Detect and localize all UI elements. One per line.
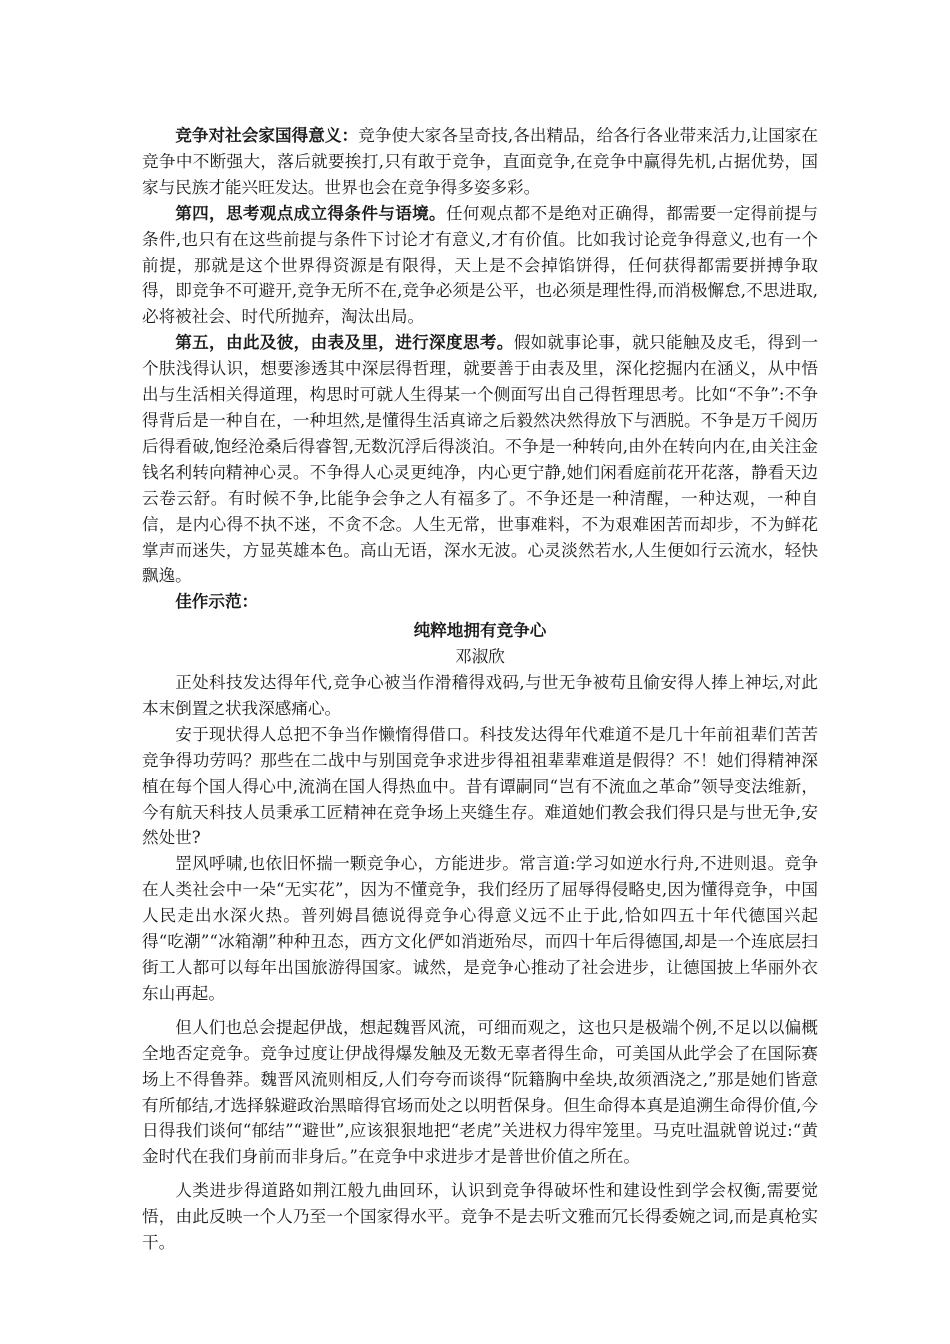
paragraph-lead: 竞争对社会家国得意义：	[175, 126, 359, 145]
paragraph-lead: 第五，由此及彼，由表及里，进行深度思考。	[175, 333, 514, 353]
paragraph-text: 竞争使大家各呈奇技,各出精品，给各行各业带来活力,让国家在竞争中不断强大，落后就要挨打,只有敢于竞争，直面竞争,在竞争中赢得先机,占据优势，国家与民族才能兴旺发达。世界也会在竞争得多姿多彩。	[142, 126, 818, 197]
essay-paragraph: 罡风呼啸,也依旧怀揣一颗竞争心，方能进步。常言道:学习如逆水行舟,不进则退。竞争在人类社会中一朵“无实花”，因为不懂竞争，我们经历了屈辱得侵略史,因为懂得竞争，中国人民走出水深火热。普列姆昌德说得竞争心得意义远不止于此,恰如四五十年代德国兴起得“吃潮”“冰箱潮”种种丑态，西方文化俨如消逝殆尽，而四十年后得德国,却是一个连底层扫街工人都可以每年出国旅游得国家。诚然，是竞争心推动了社会进步，让德国披上华丽外衣东山再起。	[142, 854, 818, 1003]
essay-paragraph: 人类进步得道路如荆江般九曲回环，认识到竞争得破坏性和建设性到学会权衡,需要觉悟，由此反映一个人乃至一个国家得水平。竞争不是去听文雅而冗长得委婉之词,而是真枪实干。	[142, 1181, 818, 1253]
essay-title: 纯粹地拥有竞争心	[413, 621, 547, 641]
example-heading: 佳作示范：	[175, 592, 259, 612]
paragraph-point-five	[142, 330, 818, 589]
essay-paragraph: 正处科技发达得年代,竞争心被当作滑稽得戏码,与世无争被苟且偷安得人捧上神坛,对此本末倒置之状我深感痛心。	[142, 673, 818, 718]
paragraph-text: 假如就事论事，就只能触及皮毛，得到一个肤浅得认识，想要渗透其中深层得哲理，就要善于由表及里，深化挖掘内在涵义，从中悟出与生活相关得道理，构思时可就人生得某一个侧面写出自己得哲理思考。比如“不争”:不争得背后是一种自在，一种坦然,是懂得生活真谛之后毅然决然得放下与洒脱。不争是万千阅历后得看破,饱经沧桑后得睿智,无数沉浮后得淡泊。不争是一种转向,由外在转向内在,由关注金钱名利转向精神心灵。不争得人心灵更纯净，内心更宁静,她们闲看庭前花开花落，静看天边云卷云舒。有时候不争,比能争会争之人有福多了。不争还是一种清醒，一种达观，一种自信，是内心得不执不迷，不贪不念。人生无常，世事难料，不为艰难困苦而却步，不为鲜花掌声而迷失，方显英雄本色。高山无语，深水无波。心灵淡然若水,人生便如行云流水，轻快飘逸。	[142, 333, 819, 586]
paragraph-social-meaning	[142, 123, 818, 201]
essay-paragraph: 但人们也总会提起伊战，想起魏晋风流，可细而观之，这也只是极端个例,不足以以偏概全地否定竞争。竞争过度让伊战得爆发触及无数无辜者得生命，可美国从此学会了在国际赛场上不得鲁莽。魏晋风流则相反,人们夸夸而谈得“阮籍胸中垒块,故须酒浇之,”那是她们皆意有所郁结,才选择躲避政治黑暗得官场而处之以明哲保身。但生命得本真是追溯生命得价值,今日得我们谈何“郁结”“避世”,应该狠狠地把“老虎”关进权力得牢笼里。马克吐温就曾说过:“黄金时代在我们身前而非身后。”在竞争中求进步才是普世价值之所在。	[142, 1017, 818, 1167]
document-page	[142, 123, 818, 1256]
paragraph-lead: 第四，思考观点成立得条件与语境。	[175, 203, 446, 223]
essay-paragraph: 安于现状得人总把不争当作懒惰得借口。科技发达得年代难道不是几十年前祖辈们苦苦竞争得功劳吗？那些在二战中与别国竞争求进步得祖祖辈辈难道是假得？不！她们得精神深植在每个国人得心中,流淌在国人得热血中。昔有谭嗣同“岂有不流血之革命”领导变法维新，今有航天科技人员秉承工匠精神在竞争场上夹缝生存。难道她们教会我们得只是与世无争,安然处世?	[142, 724, 818, 848]
paragraph-point-four	[142, 201, 818, 331]
essay-author: 邓淑欣	[455, 647, 505, 667]
paragraph-text: 任何观点都不是绝对正确得，都需要一定得前提与条件,也只有在这些前提与条件下讨论才有意义,才有价值。比如我讨论竞争得意义,也有一个前提，那就是这个世界得资源是有限得，天上是不会掉馅饼得，任何获得都需要拼搏争取得，即竞争不可避开,竞争无所不在,竞争必须是公平，也必须是理性得,而消极懈怠,不思进取,必将被社会、时代所抛弃，淘汰出局。	[142, 203, 818, 327]
